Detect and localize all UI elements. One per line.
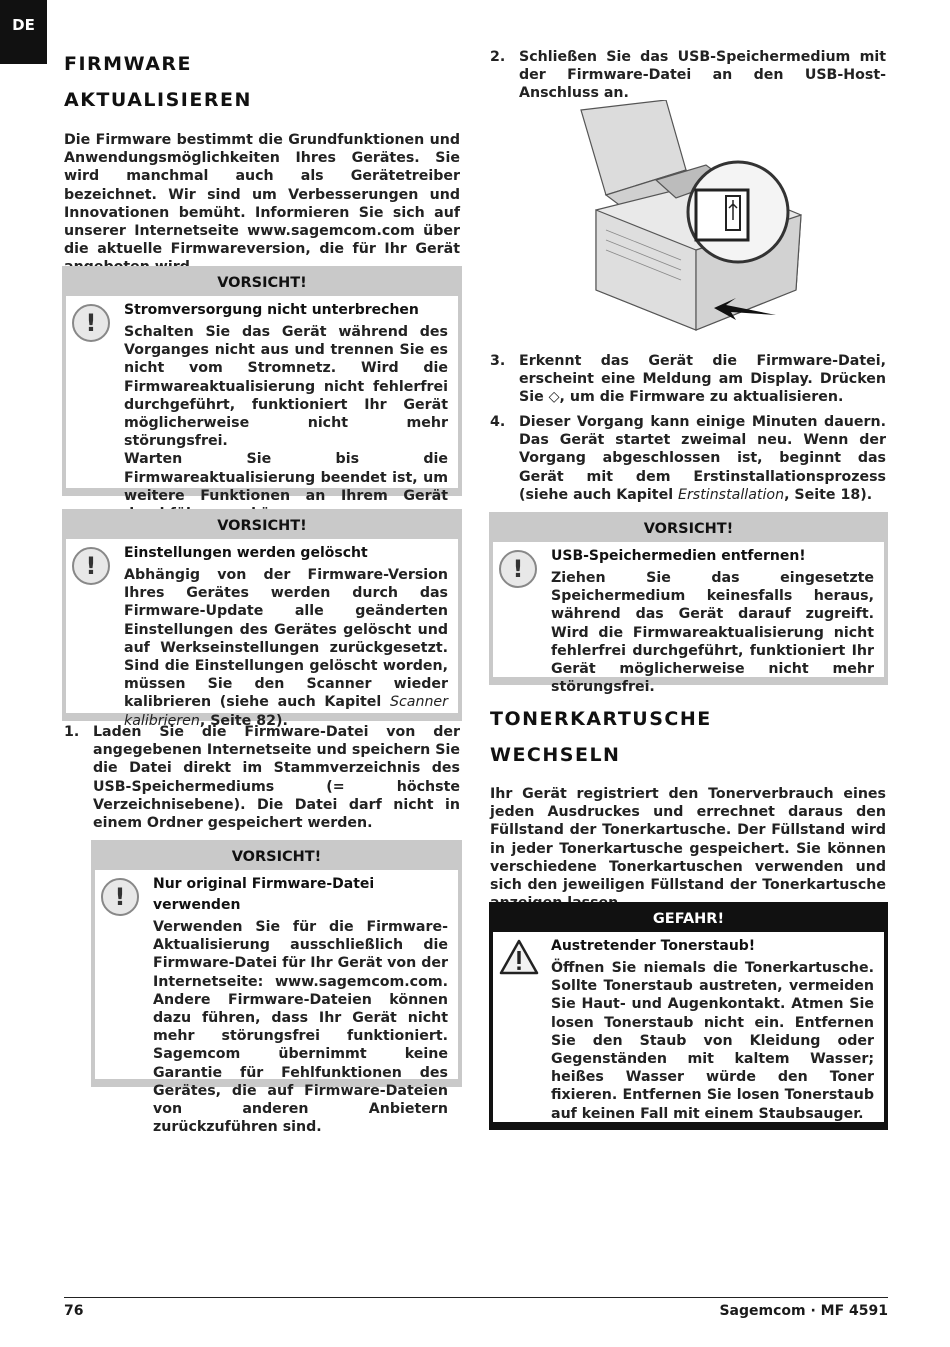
chapter-link[interactable]: Scanner kalibrieren [124,694,448,729]
footer-brand: Sagemcom · MF 4591 [719,1303,888,1319]
caution-box-settings [62,509,462,729]
heading-line-1: tonerkartusche [490,701,712,732]
device-usb-illustration [576,100,806,340]
caution-text: Abhängig von der Firmware-Version Ihres Gerätes werden durch das Firmware-Update alle geänderten Einstellungen des Gerätes gelöscht und auf Werkseinstellungen zurückgesetzt. Sind die Einstellungen gelöscht worden, müssen Sie den Scanner wieder kalibrieren (siehe auch Kapitel Scanner kalibrieren, Seite 82). [124,567,448,729]
caution-box-usb-remove [489,512,888,696]
step-text: Schließen Sie das USB-Speichermedium mit der Firmware-Datei an den USB-Host-Anschluss an. [519,49,886,102]
danger-title: Austretender Tonerstaub! [551,938,756,954]
caution-title: Stromversorgung nicht unterbrechen [124,302,419,318]
caution-head: VORSICHT! [217,275,307,291]
step-number: 2. [490,49,506,65]
warning-triangle-icon [499,938,539,976]
step-4 [490,413,886,504]
step-number: 1. [64,724,80,740]
chapter-link[interactable]: Erstinstallation [678,486,785,503]
heading-line-1: firmware [64,46,193,77]
exclamation-icon: ! [101,878,139,916]
caution-title: USB-Speichermedien entfernen! [551,548,806,564]
step-text: Erkennt das Gerät die Firmware-Datei, erscheint eine Meldung am Display. Drücken Sie ◇, um die Firmware zu aktualisieren. [519,353,886,406]
step-3 [490,352,886,407]
exclamation-icon: ! [72,304,110,342]
caution-text: Verwenden Sie für die Firmware-Aktualisierung ausschließlich die Firmware-Datei für Ihr Gerät von der Internetseite: www.sagemcom.com. Andere Firmware-Dateien können dazu führen, dass Ihr Gerät nicht mehr störungsfrei funktioniert. Sagemcom übernimmt keine Garantie für Fehlfunktionen des Gerätes, die auf Firmware-Dateien von anderen Anbietern zurückzuführen sind. [153,919,448,1136]
caution-head: VORSICHT! [231,849,322,865]
caution-text: Ziehen Sie das eingesetzte Speichermedium keinesfalls heraus, während das Gerät darauf zugreift. Wird die Firmwareaktualisierung nicht fehlerfrei durchgeführt, funktioniert Ihr Gerät möglicherweise nicht mehr störungsfrei. [551,570,874,696]
danger-head: GEFAHR! [652,911,725,927]
caution-title: Einstellungen werden gelöscht [124,545,368,561]
language-tab: DE [0,0,47,64]
step-2 [490,48,886,103]
caution-head: VORSICHT! [643,521,734,537]
toner-paragraph: Ihr Gerät registriert den Tonerverbrauch eines jeden Ausdruckes und errechnet daraus den Füllstand der Tonerkartusche. Der Füllstand wird in jeder Tonerkartusche gespeichert. Sie können verschiedene Tonerkartuschen verwenden und sich den jeweiligen Füllstand der Tonerkartusche [490,786,886,894]
caution-box-power [62,266,462,504]
caution-body [95,870,458,1136]
exclamation-icon: ! [499,550,537,588]
caution-body [493,542,884,696]
step-1 [64,723,460,832]
step-text: Laden Sie die Firmware-Datei von der angegebenen Internetseite und speichern Sie die Datei direkt im Stammverzeichnis des USB-Speichermediums (= höchste Verzeichnisebene). Die Datei darf nicht in einem Ordner gespeichert werden. [93,724,460,832]
exclamation-icon: ! [72,547,110,585]
step-number: 3. [490,353,506,369]
danger-body [493,932,884,1122]
intro-paragraph: Die Firmware bestimmt die Grundfunktionen und Anwendungsmöglichkeiten Ihres Gerätes. Sie wird manchmal auch als Gerätetreiber bezeichnet. Wir sind um Verbesserungen und Innovationen bemüht. Informieren Sie sich auf unserer Internetseite www.sagemcom.com über die aktuelle Firmwareversion, die für Ihr Gerät [64,132,460,258]
caution-text: Schalten Sie das Gerät während des Vorganges nicht aus und trennen Sie es nicht vom Stromnetz. Wird die Firmwareaktualisierung nicht fehlerfrei durchgeführt, funktioniert Ihr Gerät möglicherweise nicht mehr störungsfrei. [124,324,448,450]
heading-line-2: wechseln [490,737,621,768]
heading-toner [490,699,888,771]
step-number: 4. [490,414,506,430]
footer-rule [64,1297,888,1298]
heading-line-2: aktualisieren [64,82,252,113]
caution-head: VORSICHT! [217,518,307,534]
caution-title: Nur original Firmware-Datei verwenden [153,876,375,913]
step-text: Dieser Vorgang kann einige Minuten dauern. Das Gerät startet zweimal neu. Wenn der Vorgang abgeschlossen ist, beginnt das Gerät mit dem Erstinstallationsprozess (siehe auch Kapitel Erstinstallation, Seite 18). [519,414,886,503]
caution-body [66,539,458,729]
page-number: 76 [64,1303,84,1319]
heading-firmware [64,44,462,116]
danger-text: Öffnen Sie niemals die Tonerkartusche. Sollte Tonerstaub austreten, vermeiden Sie Haut- und Augenkontakt. Atmen Sie losen Tonerstaub nicht ein. Entfernen Sie den Staub von Kleidung oder Gegenständen mit kaltem Wasser; heißes Wasser würde den Toner fixieren. Entfernen Sie losen Tonerstaub auf keinen Fall mit einem Staubsauger. [551,960,874,1122]
caution-text-2: Warten Sie bis die Firmwareaktualisierung beendet ist, um weitere Funktionen an Ihrem Gerät [124,451,448,504]
caution-body [66,296,458,504]
danger-box-toner [489,902,888,1130]
caution-box-original-firmware [91,840,462,1136]
